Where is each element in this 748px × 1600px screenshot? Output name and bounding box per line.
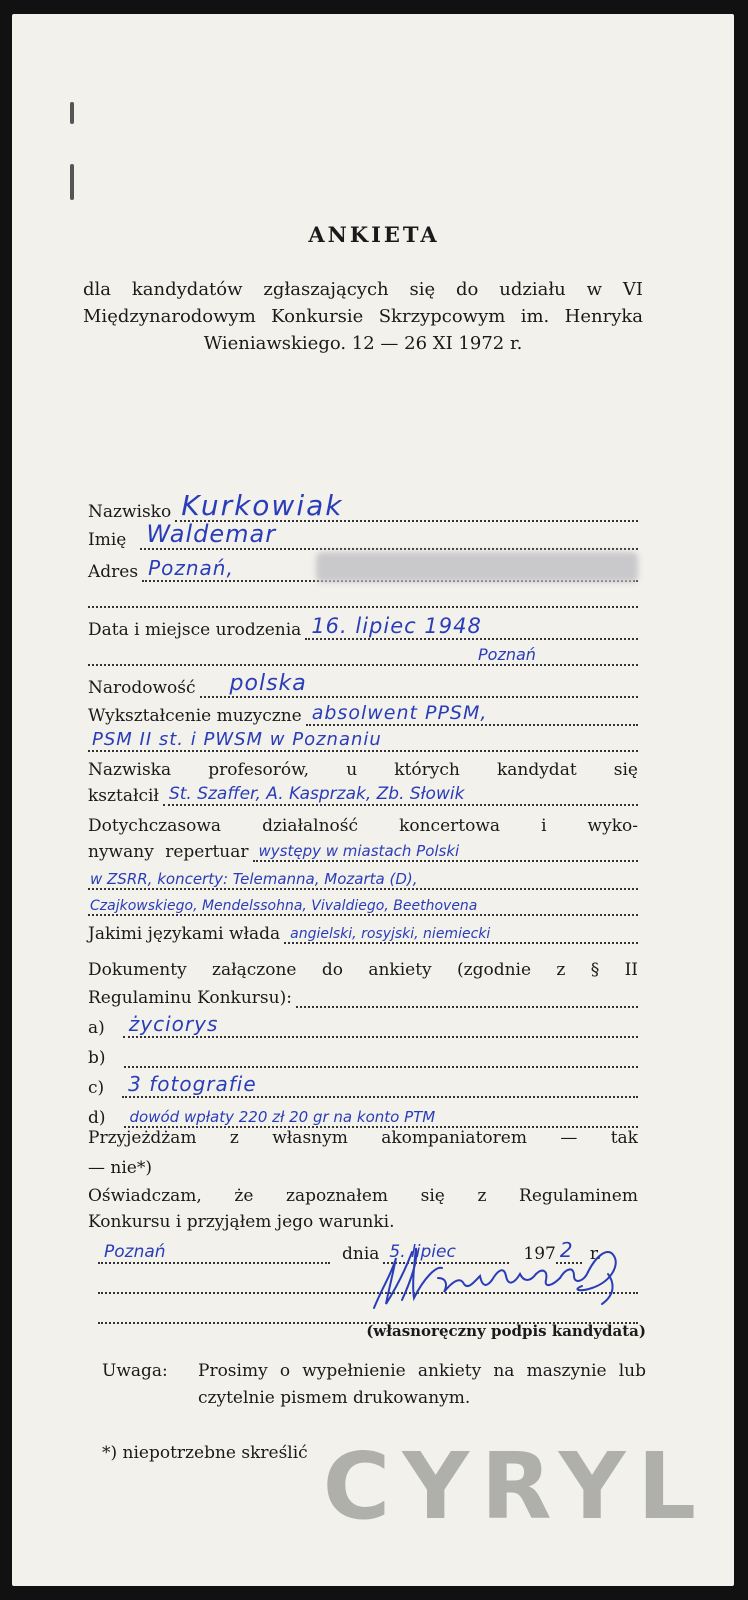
birth-label: Data i miejsce urodzenia [88, 620, 302, 640]
address-continuation-field[interactable] [88, 582, 638, 608]
place-value: Poznań [104, 1242, 166, 1262]
documents-row [88, 982, 638, 1008]
first-name-field[interactable] [140, 520, 638, 550]
document-c-label: c) [88, 1078, 105, 1098]
birth-row [88, 614, 638, 640]
birth-place-row [88, 640, 638, 666]
concerts-continuation-field-1[interactable] [88, 864, 638, 890]
address-value: Poznań, [148, 556, 234, 580]
first-name-value: Waldemar [146, 520, 277, 548]
documents-label: Regulaminu Konkursu): [88, 988, 292, 1008]
surname-field[interactable] [175, 489, 638, 522]
address-continuation-row [88, 582, 638, 608]
declaration-line-2: Konkursu i przyjąłem jego warunki. [88, 1212, 395, 1232]
cyryl-watermark: CYRYL [322, 1433, 708, 1540]
signature-caption: (własnoręczny podpis kandydata) [366, 1322, 646, 1340]
professors-label-line: Nazwiska profesorów, u których kandydat się [88, 760, 638, 780]
birth-date-field[interactable] [305, 614, 638, 640]
professors-label: kształcił [88, 786, 159, 806]
professors-field[interactable] [163, 780, 638, 806]
surname-label: Nazwisko [88, 502, 172, 522]
documents-field[interactable] [296, 982, 638, 1008]
professors-value: St. Szaffer, A. Kasprzak, Zb. Słowik [168, 784, 465, 804]
document-a-value: życiorys [128, 1012, 219, 1036]
languages-label: Jakimi językami włada [88, 924, 281, 944]
surname-row [88, 489, 638, 522]
staple-mark [70, 102, 74, 124]
concerts-field[interactable] [253, 836, 639, 862]
accompanist-line: Przyjeżdżam z własnym akompaniatorem — tak [88, 1128, 638, 1148]
nationality-row [88, 672, 638, 698]
candidate-signature [352, 1238, 642, 1310]
address-label: Adres [88, 562, 139, 582]
form-subtitle: dla kandydatów zgłaszających się do udziału w VI Międzynarodowym Konkursie Skrzypcowym im. Henryka Wieniawskiego. 12 — 26 XI 1972 r. [83, 279, 643, 354]
music-education-continuation-row [88, 726, 638, 752]
languages-value: angielski, rosyjski, niemiecki [290, 926, 491, 942]
languages-field[interactable] [284, 918, 638, 944]
first-name-label: Imię [88, 530, 127, 550]
concerts-value-2: w ZSRR, koncerty: Telemanna, Mozarta (D), [90, 870, 418, 888]
first-name-row [88, 520, 638, 550]
document-d-field[interactable] [124, 1102, 638, 1128]
concerts-continuation-row-1 [88, 864, 638, 890]
document-c-field[interactable] [122, 1072, 638, 1098]
music-education-value-1: absolwent PPSM, [311, 702, 488, 724]
concerts-label: nywany repertuar [88, 842, 249, 862]
document-b-field[interactable] [124, 1042, 638, 1068]
concerts-continuation-row-2 [88, 890, 638, 916]
document-c-row [88, 1072, 638, 1098]
birth-place-field[interactable] [88, 640, 638, 666]
place-field[interactable] [98, 1238, 330, 1264]
declaration-line: Oświadczam, że zapoznałem się z Regulaminem [88, 1186, 638, 1206]
note-label: Uwaga: [102, 1361, 168, 1381]
redacted-address [316, 552, 638, 582]
nationality-label: Narodowość [88, 678, 196, 698]
accompanist-option: — nie*) [88, 1158, 152, 1178]
year-prefix: 197 [523, 1244, 556, 1264]
document-d-value: dowód wpłaty 220 zł 20 gr na konto PTM [129, 1108, 436, 1126]
nationality-value: polska [229, 671, 307, 696]
nationality-field[interactable] [200, 672, 638, 698]
year-suffix: r. [589, 1244, 602, 1264]
music-education-row [88, 700, 638, 726]
music-education-label: Wykształcenie muzyczne [88, 706, 302, 726]
concerts-label-line: Dotychczasowa działalność koncertowa i wyko- [88, 816, 638, 836]
year-value: 2 [559, 1238, 574, 1262]
languages-row [88, 918, 638, 944]
professors-row [88, 780, 638, 806]
note-text: Prosimy o wypełnienie ankiety na maszynie lub czytelnie pismem drukowanym. [198, 1361, 646, 1408]
concerts-value-1: występy w miastach Polski [258, 842, 460, 860]
birth-date-value: 16. lipiec 1948 [311, 614, 482, 638]
surname-value: Kurkowiak [181, 489, 344, 522]
birth-place-value: Poznań [478, 645, 536, 664]
document-a-field[interactable] [123, 1012, 638, 1038]
date-value: 5. lipiec [389, 1242, 456, 1262]
document-a-row [88, 1012, 638, 1038]
document-a-label: a) [88, 1018, 105, 1038]
date-word: dnia [342, 1244, 380, 1264]
document-c-value: 3 fotografie [128, 1072, 257, 1096]
document-d-label: d) [88, 1108, 106, 1128]
staple-mark [70, 164, 74, 200]
document-d-row [88, 1102, 638, 1128]
concerts-continuation-field-2[interactable] [88, 890, 638, 916]
document-b-row [88, 1042, 638, 1068]
music-education-continuation-field[interactable] [88, 726, 638, 752]
footnote: *) niepotrzebne skreślić [102, 1443, 308, 1463]
concerts-value-3: Czajkowskiego, Mendelssohna, Vivaldiego, Beethovena [90, 898, 478, 914]
documents-label-line: Dokumenty załączone do ankiety (zgodnie z § II [88, 960, 638, 980]
music-education-value-2: PSM II st. i PWSM w Poznaniu [92, 729, 382, 750]
document-b-label: b) [88, 1048, 106, 1068]
form-title: ANKIETA [308, 222, 440, 247]
concerts-row [88, 836, 638, 862]
music-education-field[interactable] [306, 700, 638, 726]
